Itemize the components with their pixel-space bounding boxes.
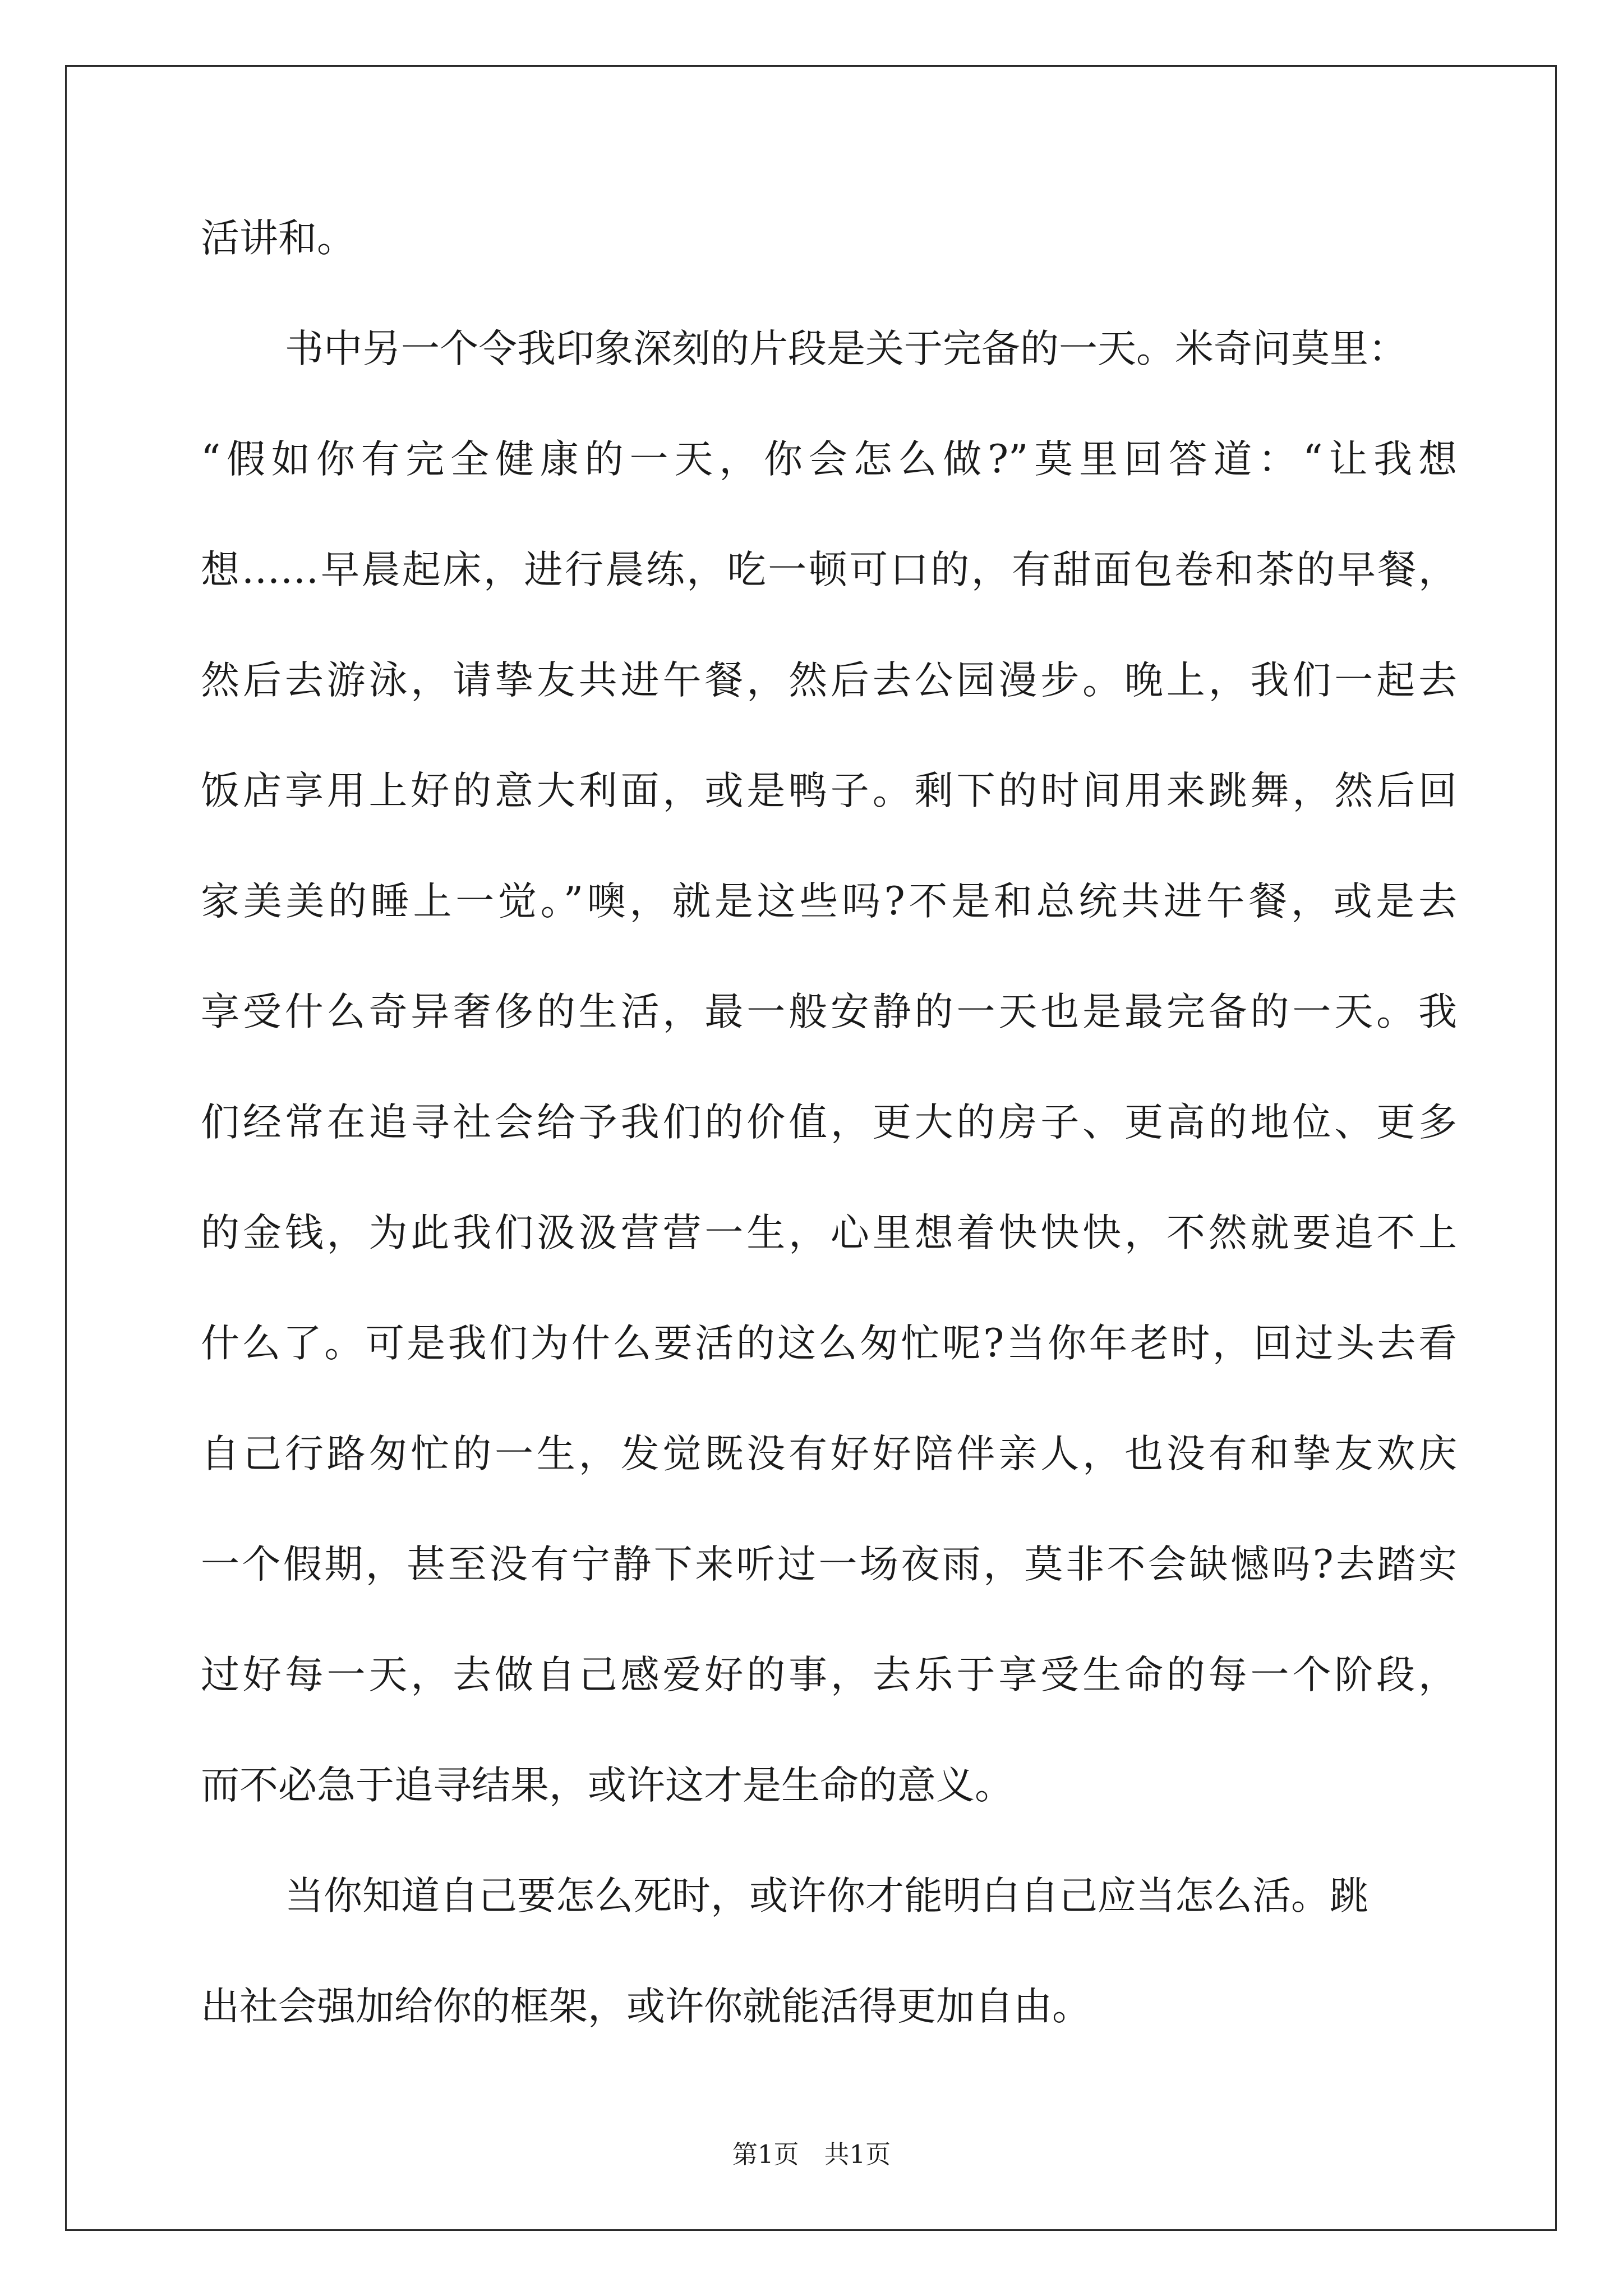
paragraph-first-line: 书中另一个令我印象深刻的片段是关于完备的一天。米奇问莫里： xyxy=(285,326,1407,371)
document-body xyxy=(201,199,1457,2078)
text-line: 想……早晨起床，进行晨练，吃一顿可口的，有甜面包卷和茶的早餐， xyxy=(201,547,1457,592)
page-number-footer: 第1页 共1页 xyxy=(732,2139,891,2169)
text-line: 而不必急于追寻结果，或许这才是生命的意义。 xyxy=(201,1763,1013,1808)
text-line: 饭店享用上好的意大利面，或是鸭子。剩下的时间用来跳舞，然后回 xyxy=(201,769,1457,813)
text-line: 过好每一天，去做自己感爱好的事，去乐于享受生命的每一个阶段， xyxy=(201,1653,1457,1697)
text-line: “假如你有完全健康的一天，你会怎么做?”莫里回答道：“让我想 xyxy=(201,437,1457,482)
paragraph-first-line: 当你知道自己要怎么死时，或许你才能明白自己应当怎么活。跳 xyxy=(285,1874,1368,1918)
text-line: 们经常在追寻社会给予我们的价值，更大的房子、更高的地位、更多 xyxy=(201,1100,1457,1145)
text-line: 享受什么奇异奢侈的生活，最一般安静的一天也是最完备的一天。我 xyxy=(201,990,1457,1034)
text-line: 出社会强加给你的框架，或许你就能活得更加自由。 xyxy=(201,1984,1091,2029)
text-line: 活讲和。 xyxy=(201,216,356,261)
text-line: 一个假期，甚至没有宁静下来听过一场夜雨，莫非不会缺憾吗?去踏实 xyxy=(201,1542,1457,1587)
text-line: 自己行路匆忙的一生，发觉既没有好好陪伴亲人，也没有和挚友欢庆 xyxy=(201,1432,1457,1476)
text-line: 家美美的睡上一觉。”噢，就是这些吗?不是和总统共进午餐，或是去 xyxy=(201,879,1457,924)
text-line: 然后去游泳，请挚友共进午餐，然后去公园漫步。晚上，我们一起去 xyxy=(201,658,1457,703)
text-line: 什么了。可是我们为什么要活的这么匆忙呢?当你年老时，回过头去看 xyxy=(201,1321,1457,1366)
text-line: 的金钱，为此我们汲汲营营一生，心里想着快快快，不然就要追不上 xyxy=(201,1211,1457,1255)
